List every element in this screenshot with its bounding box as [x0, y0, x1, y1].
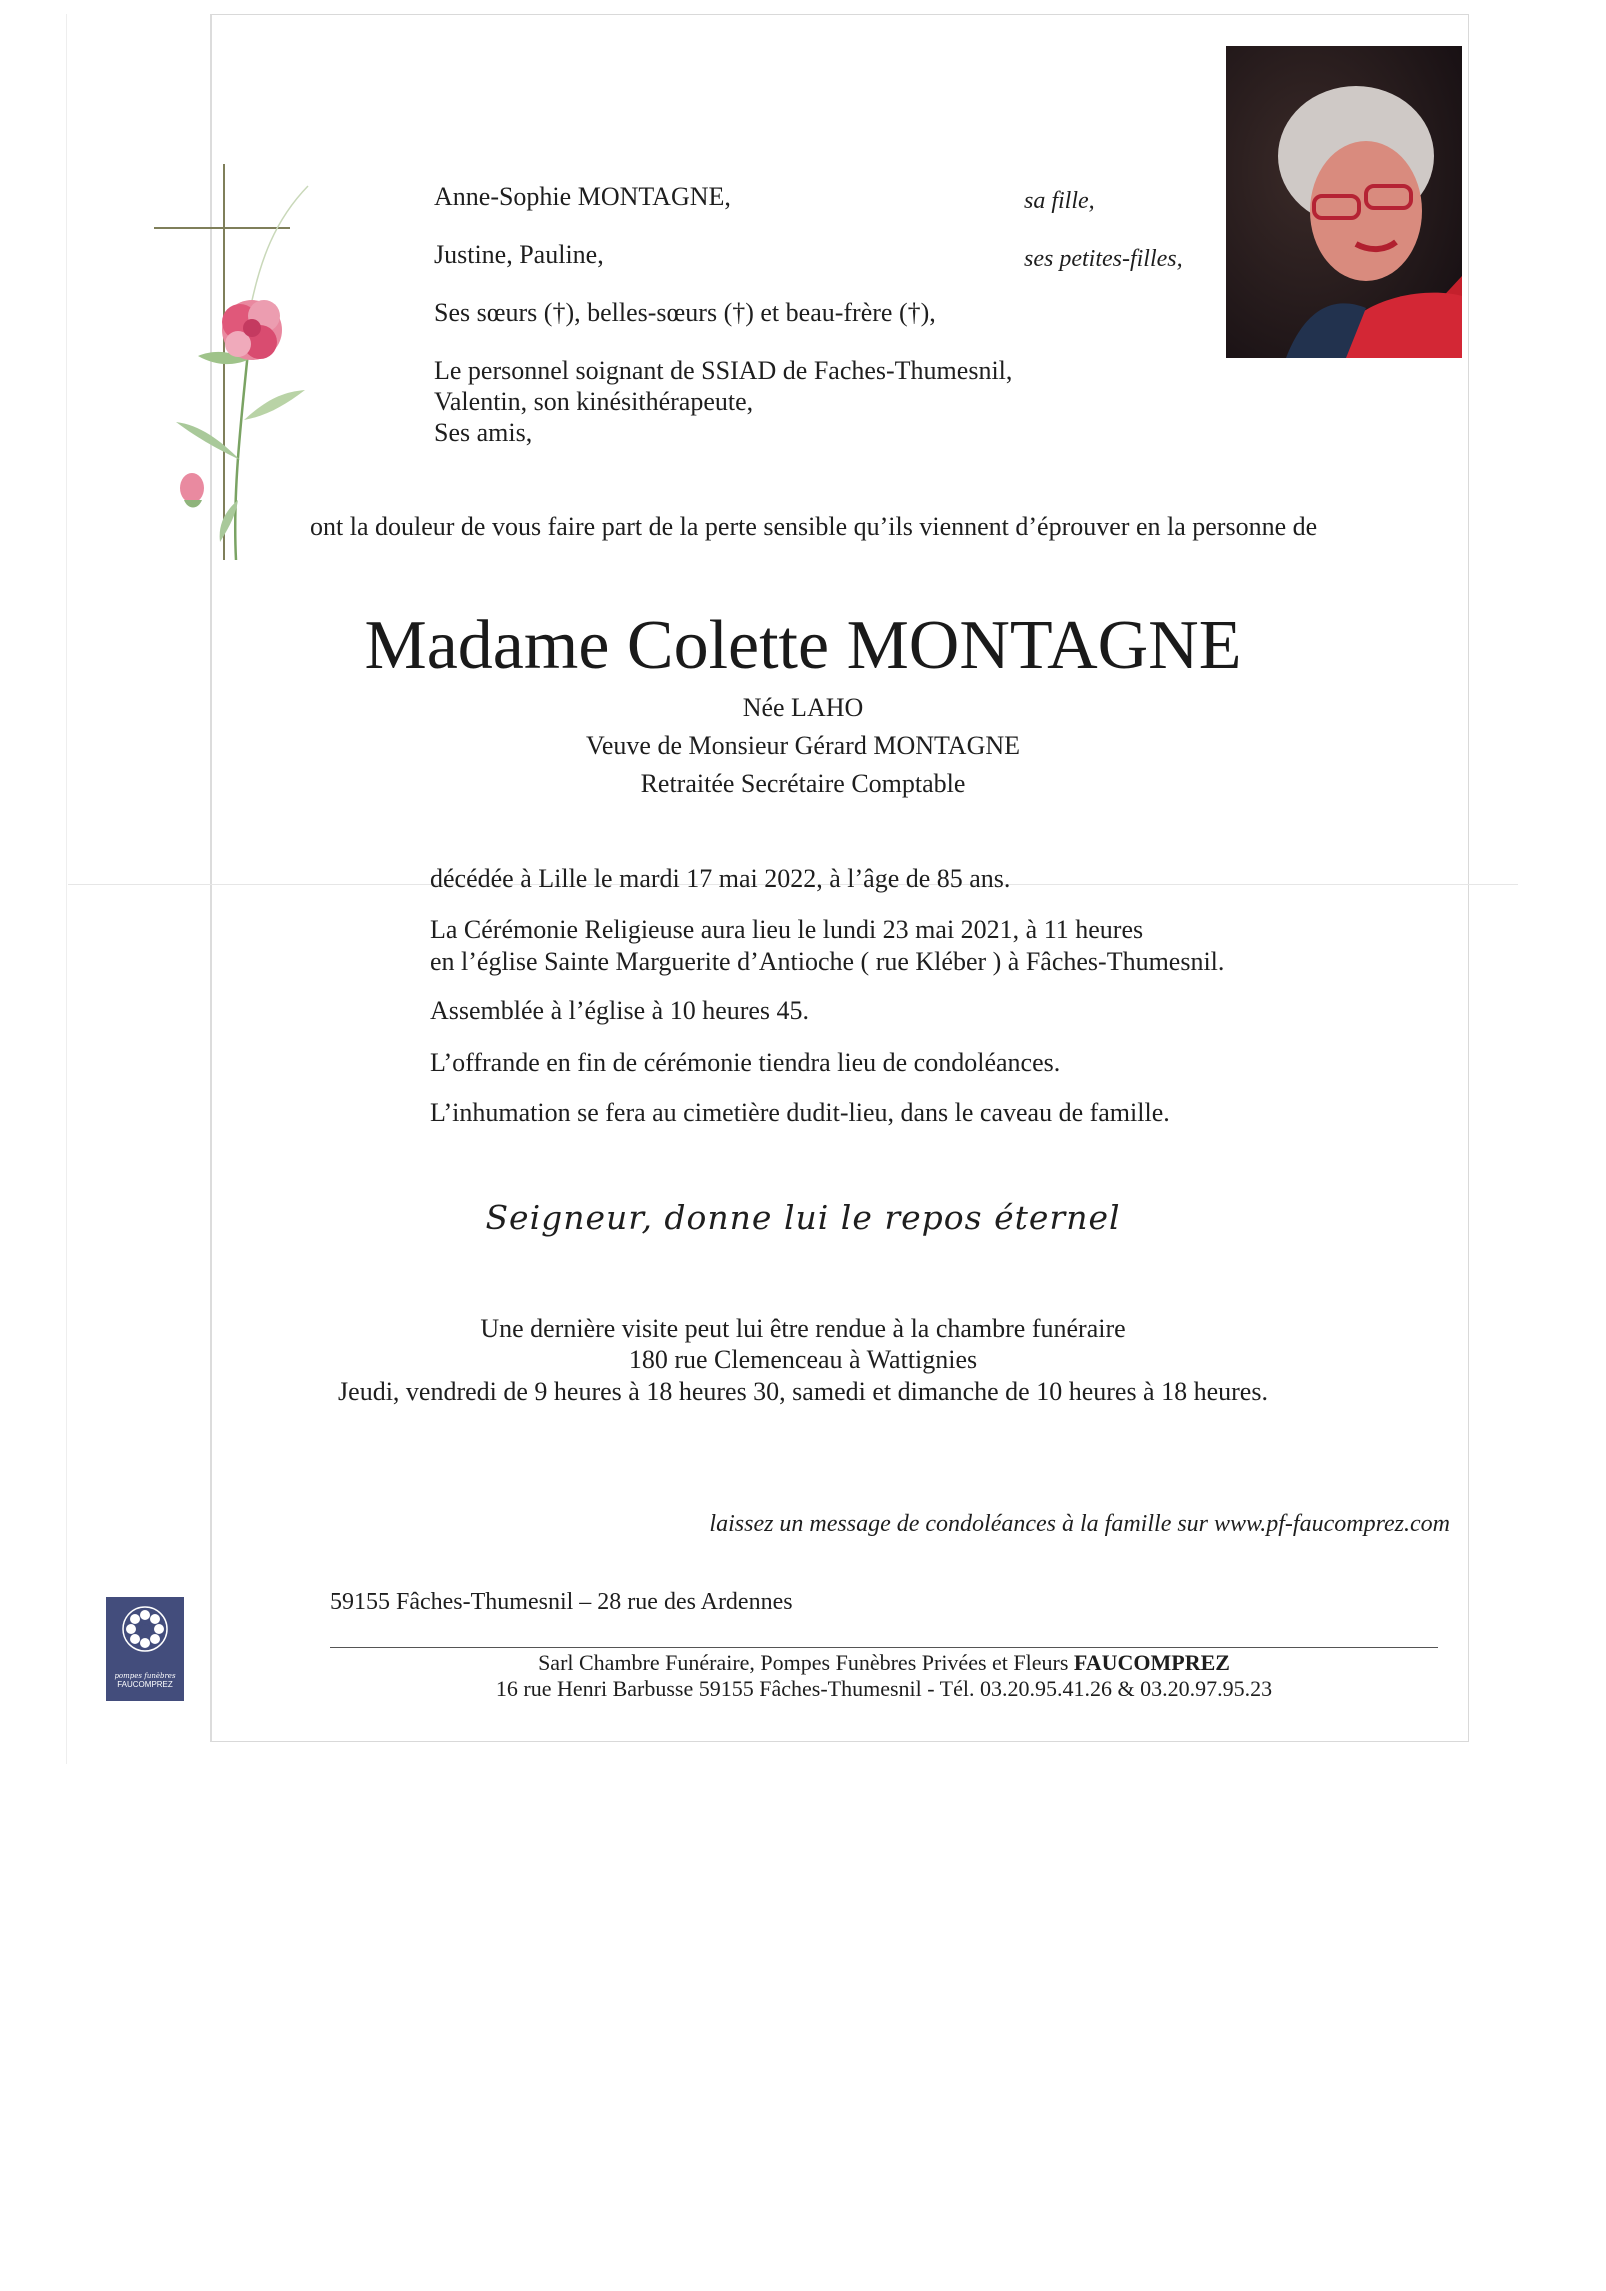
funeral-home-logo	[106, 1597, 184, 1701]
burial-note: L’inhumation se fera au cimetière dudit-lieu, dans le caveau de famille.	[430, 1098, 1170, 1127]
profession: Retraitée Secrétaire Comptable	[640, 769, 966, 798]
visit-hours: Jeudi, vendredi de 9 heures à 18 heures 30, samedi et dimanche de 10 heures à 18 heures.	[338, 1377, 1268, 1406]
logo-line-2: FAUCOMPREZ	[117, 1680, 173, 1689]
family-address: 59155 Fâches-Thumesnil – 28 rue des Ardennes	[330, 1589, 793, 1615]
family-granddaughters: Justine, Pauline,	[434, 240, 604, 269]
visit-line-1: Une dernière visite peut lui être rendue à la chambre funéraire	[480, 1314, 1126, 1343]
portrait-photo	[1226, 46, 1462, 358]
prayer-line: Seigneur, donne lui le repos éternel	[485, 1198, 1121, 1237]
offering-note: L’offrande en fin de cérémonie tiendra lieu de condoléances.	[430, 1048, 1061, 1077]
death-details: décédée à Lille le mardi 17 mai 2022, à l’âge de 85 ans.	[430, 864, 1011, 893]
flower-emblem-icon	[106, 1597, 184, 1657]
company-line	[330, 1650, 1438, 1676]
visit-address: 180 rue Clemenceau à Wattignies	[628, 1345, 978, 1374]
company-description: Sarl Chambre Funéraire, Pompes Funèbres Privées et Fleurs	[538, 1650, 1074, 1675]
relation-granddaughters: ses petites-filles,	[1024, 246, 1183, 272]
fold-line-vertical	[66, 14, 67, 1764]
ceremony-line-1: La Cérémonie Religieuse aura lieu le lundi 23 mai 2021, à 11 heures	[430, 915, 1144, 944]
company-contact: 16 rue Henri Barbusse 59155 Fâches-Thumesnil - Tél. 03.20.95.41.26 & 03.20.97.95.23	[495, 1676, 1273, 1701]
assembly-time: Assemblée à l’église à 10 heures 45.	[430, 996, 810, 1025]
family-care-staff: Le personnel soignant de SSIAD de Faches-Thumesnil,	[434, 356, 1013, 385]
relation-daughter: sa fille,	[1024, 188, 1095, 214]
deceased-name: Madame Colette MONTAGNE	[364, 607, 1242, 684]
condolences-link[interactable]: laissez un message de condoléances à la famille sur www.pf-faucomprez.com	[709, 1511, 1450, 1537]
maiden-name: Née LAHO	[742, 693, 864, 722]
family-daughter: Anne-Sophie MONTAGNE,	[434, 182, 731, 211]
footer-divider	[330, 1647, 1438, 1648]
ceremony-line-2: en l’église Sainte Marguerite d’Antioche ( rue Kléber ) à Fâches-Thumesnil.	[430, 947, 1225, 976]
company-name: FAUCOMPREZ	[1073, 1650, 1230, 1675]
family-friends: Ses amis,	[434, 418, 533, 447]
widow-of: Veuve de Monsieur Gérard MONTAGNE	[585, 731, 1021, 760]
cross-flower-icon	[140, 160, 320, 570]
family-physio: Valentin, son kinésithérapeute,	[434, 387, 754, 416]
family-siblings: Ses sœurs (†), belles-sœurs (†) et beau-frère (†),	[434, 298, 936, 327]
logo-line-1: pompes funèbres	[114, 1672, 176, 1680]
announcement-text: ont la douleur de vous faire part de la perte sensible qu’ils viennent d’éprouver en la personne de	[310, 512, 1318, 541]
